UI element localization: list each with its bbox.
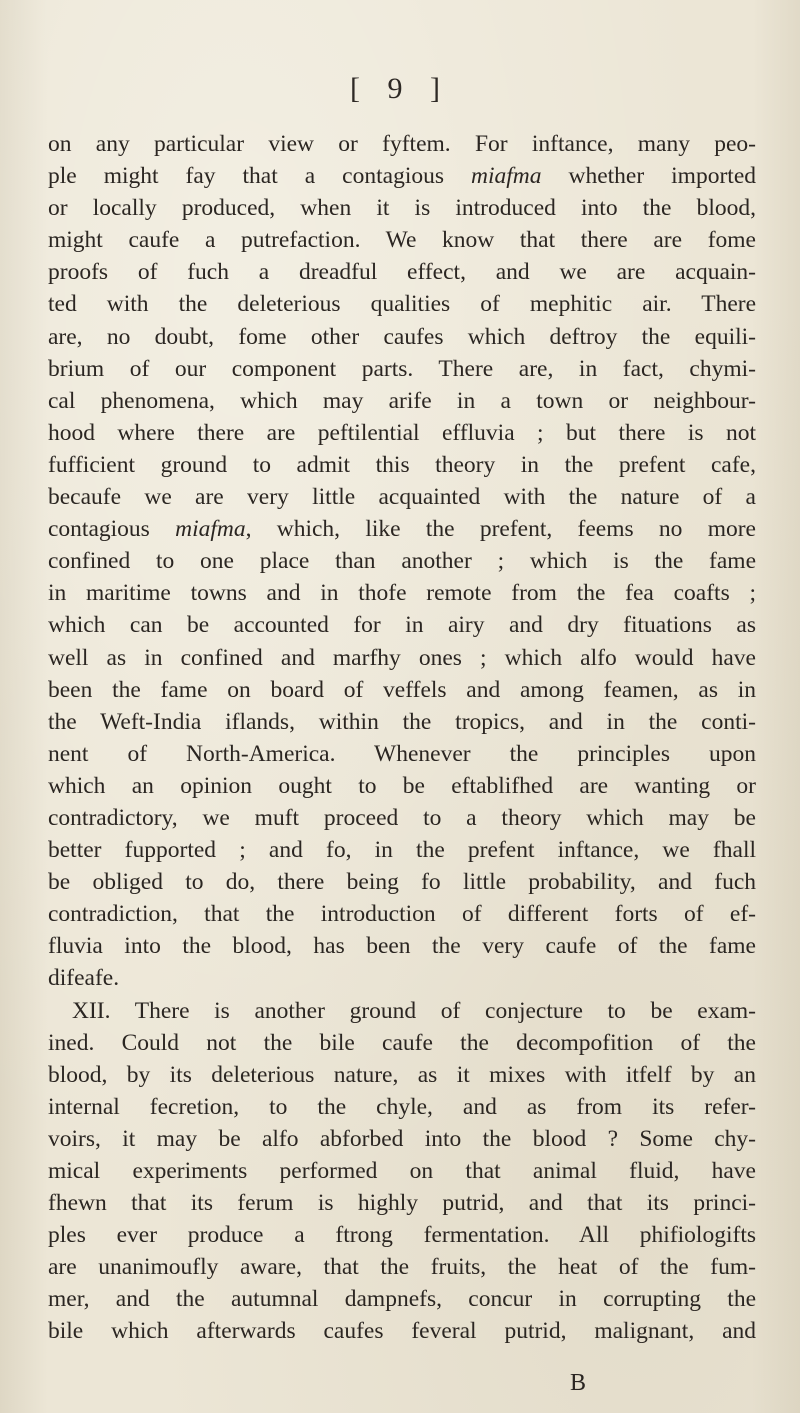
text-line: be obliged to do, there being fo little probability, and fuch (48, 869, 756, 896)
text-line: on any particular view or fyftem. For inftance, many peo- (48, 131, 756, 157)
text-line: contagious miafma, which, like the prefent, feems no more (48, 516, 756, 543)
text-line: been the fame on board of veffels and among feamen, as in (48, 676, 756, 703)
text-line: voirs, it may be alfo abforbed into the blood ? Some chy- (48, 1125, 756, 1152)
text-line: contradictory, we muft proceed to a theory which may be (48, 804, 756, 831)
italic-term: miafma (175, 516, 246, 543)
text-line: are, no doubt, fome other caufes which deftroy the equili- (48, 323, 756, 350)
section-heading-line: XII. There is another ground of conjecture to be exam- (72, 997, 756, 1024)
text-line: proofs of fuch a dreadful effect, and we are acquain- (48, 259, 756, 286)
signature-mark: B (570, 1370, 587, 1396)
text-line: or locally produced, when it is introduced into the blood, (48, 195, 756, 222)
italic-term: miafma (470, 163, 542, 190)
text-line: bile which afterwards caufes feveral putrid, malignant, and (48, 1318, 756, 1345)
text-line: are unanimoufly aware, that the fruits, the heat of the fum- (48, 1254, 756, 1281)
text-line: in maritime towns and in thofe remote from the fea coafts ; (48, 580, 756, 607)
page-number: [ 9 ] (350, 72, 450, 105)
text-line: ined. Could not the bile caufe the decompofition of the (48, 1029, 756, 1056)
text-line: becaufe we are very little acquainted with the nature of a (48, 484, 756, 511)
text-line: fhewn that its ferum is highly putrid, and that its princi- (48, 1190, 756, 1217)
text-line: ted with the deleterious qualities of mephitic air. There (48, 291, 756, 318)
text-line: the Weft-India iflands, within the tropics, and in the conti- (48, 708, 756, 735)
text-line: internal fecretion, to the chyle, and as from its refer- (48, 1093, 756, 1120)
text-line: contradiction, that the introduction of different forts of ef- (48, 901, 756, 928)
text-line: which an opinion ought to be eftablifhed are wanting or (48, 772, 756, 799)
text-line: blood, by its deleterious nature, as it mixes with itfelf by an (48, 1061, 756, 1088)
text-line: which can be accounted for in airy and dry fituations as (48, 612, 756, 639)
text-line: difeafe. (48, 965, 120, 992)
text-line: better fupported ; and fo, in the prefent inftance, we fhall (48, 837, 756, 864)
text-line: fufficient ground to admit this theory in the prefent cafe, (48, 451, 756, 478)
text-line: ple might fay that a contagious miafma whether imported (48, 163, 756, 190)
text-line: nent of North-America. Whenever the principles upon (48, 740, 756, 767)
text-line: mical experiments performed on that animal fluid, have (48, 1158, 756, 1184)
text-line: fluvia into the blood, has been the very caufe of the fame (48, 933, 756, 960)
text-line: might caufe a putrefaction. We know that there are fome (48, 227, 756, 254)
text-line: confined to one place than another ; which is the fame (48, 548, 756, 575)
text-line: brium of our component parts. There are, in fact, chymi- (48, 355, 756, 382)
text-line: hood where there are peftilential effluvia ; but there is not (48, 419, 756, 446)
text-line: well as in confined and marfhy ones ; which alfo would have (48, 644, 756, 671)
text-line: mer, and the autumnal dampnefs, concur in corrupting the (48, 1286, 756, 1313)
body-text (48, 128, 756, 1348)
text-line: cal phenomena, which may arife in a town or neighbour- (48, 387, 756, 414)
text-line: ples ever produce a ftrong fermentation. All phifiologifts (48, 1222, 756, 1249)
